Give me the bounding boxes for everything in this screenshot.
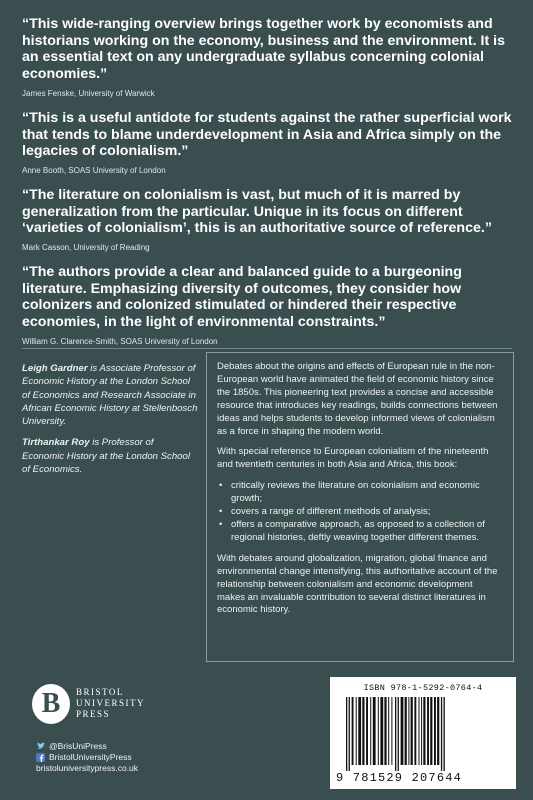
barcode-bar xyxy=(398,697,399,771)
barcode-bar xyxy=(358,697,361,765)
divider xyxy=(22,348,512,349)
feature-list xyxy=(217,480,503,545)
twitter-handle[interactable]: @BrisUniPress xyxy=(49,741,107,751)
barcode-bar xyxy=(395,697,396,771)
author-bio-2 xyxy=(22,436,198,476)
author-bio-text: is Professor of Economic History at the London School of Economics. xyxy=(22,437,190,476)
barcode-bar xyxy=(414,697,416,765)
publisher-contacts xyxy=(36,741,138,774)
publisher-logo xyxy=(32,684,152,726)
quote-1 xyxy=(22,16,517,98)
author-bios xyxy=(22,362,198,484)
barcode-bar xyxy=(370,697,371,765)
isbn-barcode xyxy=(330,677,516,789)
barcode-bar xyxy=(388,697,389,765)
barcode-bar xyxy=(362,697,364,765)
barcode-bar xyxy=(405,697,407,765)
quote-text: “The authors provide a clear and balanced guide to a burgeoning literature. Emphasizing diversity of outcomes, they consider how colonizers and colonized stimulated or hindered their respective economies, in the light of environmental constraints.” xyxy=(22,264,462,331)
barcode-bar xyxy=(430,697,432,765)
quote-2 xyxy=(22,110,517,175)
description-paragraph: With debates around globalization, migration, global finance and environmental change intensifying, this authoritative account of the relationship between colonialism and economic development makes an invaluable contribution to several distinct literatures in economic history. xyxy=(217,552,498,616)
quote-4 xyxy=(22,264,517,346)
barcode-bar xyxy=(434,697,436,765)
barcode-bar xyxy=(384,697,386,765)
list-item: • critically reviews the literature on colonialism and economic growth; xyxy=(217,480,503,506)
endorsement-quotes xyxy=(22,16,517,358)
barcode-bar xyxy=(427,697,429,765)
quote-source: Mark Casson, University of Reading xyxy=(22,243,150,253)
author-bio-text: is Associate Professor of Economic History at the London School of Economics and Research Associate in African Economic History at Stellenbosch University. xyxy=(22,363,198,428)
barcode-bar xyxy=(391,697,392,765)
quote-text: “This is a useful antidote for students against the rather superficial work that tends to blame underdevelopment in Asia and Africa simply on the legacies of colonialism.” xyxy=(22,109,512,160)
list-item: • offers a comparative approach, as opposed to a collection of regional histories, deftly weaving together different themes. xyxy=(217,519,503,545)
barcode-bar xyxy=(378,697,379,765)
quote-source: William G. Clarence-Smith, SOAS University of London xyxy=(22,336,218,346)
barcode-bar xyxy=(401,697,404,765)
quote-text: “This wide-ranging overview brings together work by economists and historians working on the economy, business and the environment. It is an essential text on any undergraduate syllabus concerning colonial economies.” xyxy=(22,16,505,83)
facebook-icon xyxy=(36,753,45,762)
barcode-bar xyxy=(423,697,425,765)
bristol-b-logo-icon: B xyxy=(32,684,70,724)
barcode-bar xyxy=(380,697,383,765)
barcode-bars xyxy=(344,697,502,771)
list-item: • covers a range of different methods of analysis; xyxy=(217,506,503,519)
barcode-bar xyxy=(408,697,409,765)
author-name: Tirthankar Roy xyxy=(22,437,90,449)
quote-source: Anne Booth, SOAS University of London xyxy=(22,165,166,175)
quote-3 xyxy=(22,187,517,252)
quote-source: James Fenske, University of Warwick xyxy=(22,88,155,98)
barcode-bar xyxy=(411,697,413,765)
website-row[interactable] xyxy=(36,763,138,774)
facebook-row[interactable] xyxy=(36,752,138,763)
twitter-bird-icon xyxy=(36,742,45,751)
barcode-bar xyxy=(373,697,376,765)
book-description xyxy=(206,352,514,662)
barcode-bar xyxy=(349,697,350,771)
barcode-bar xyxy=(352,697,354,765)
description-paragraph: Debates about the origins and effects of European rule in the non-European world have animated the field of economic history since the 1850s. This pioneering text provides a concise and accessible resource that introduces key readings, builds connections between ideas and helps students to develop informed views of colonialism as a force in shaping the modern world. xyxy=(217,361,498,437)
barcode-bar xyxy=(421,697,422,765)
publisher-name: BRISTOL UNIVERSITY PRESS xyxy=(76,687,145,719)
isbn-label: ISBN 978-1-5292-0764-4 xyxy=(363,683,483,693)
barcode-bar xyxy=(437,697,439,765)
author-bio-1 xyxy=(22,362,198,428)
author-name: Leigh Gardner xyxy=(22,363,88,374)
barcode-bar xyxy=(419,697,420,765)
barcode-bar xyxy=(444,697,445,771)
barcode-bar xyxy=(441,697,442,771)
twitter-handle-row[interactable] xyxy=(36,741,138,752)
barcode-bar xyxy=(366,697,368,765)
description-paragraph: With special reference to European colonialism of the nineteenth and twentieth centuries in both Asia and Africa, this book: xyxy=(217,446,489,471)
website-link[interactable]: bristoluniversitypress.co.uk xyxy=(36,763,139,773)
facebook-page[interactable]: BristolUniversityPress xyxy=(49,752,132,762)
barcode-bar xyxy=(346,697,347,771)
barcode-bar xyxy=(356,697,357,765)
ean-digits: 9 781529 207644 xyxy=(336,771,463,785)
quote-text: “The literature on colonialism is vast, but much of it is marred by generalization from the particular. Unique in its focus on different ‘varieties of colonialism’, this is an authoritative source of reference.” xyxy=(22,186,492,237)
